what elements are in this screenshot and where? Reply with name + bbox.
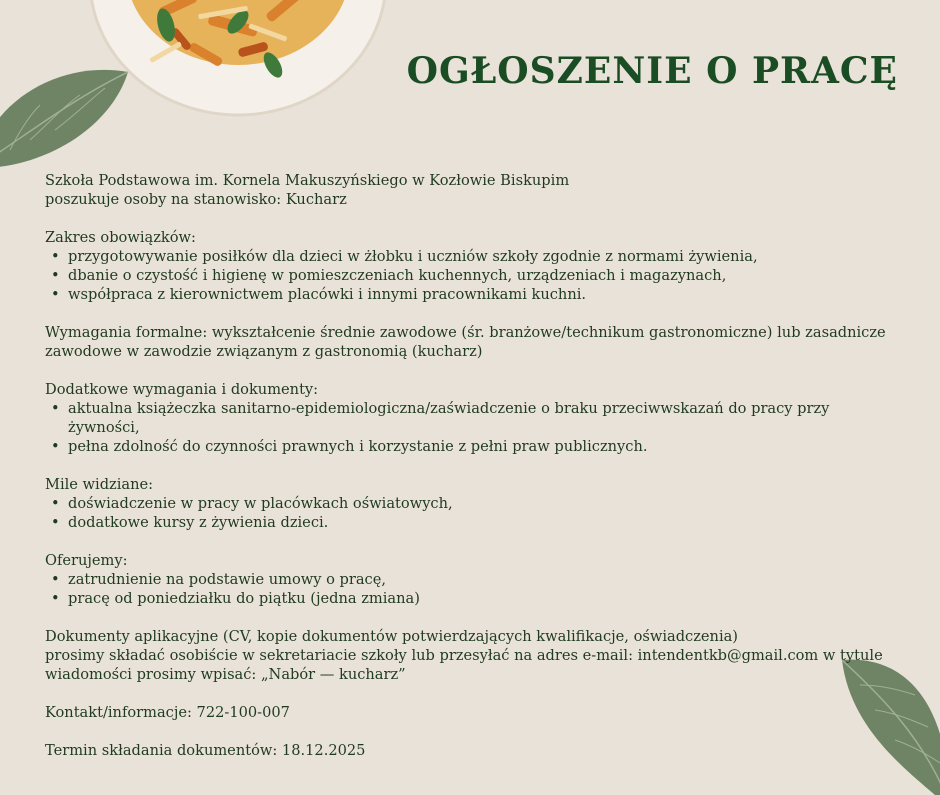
- formal-requirements: Wymagania formalne: wykształcenie średnie zawodowe (śr. branżowe/technikum gastronomiczne) lub zasadnicze: [45, 324, 886, 341]
- deadline: Termin składania dokumentów: 18.12.2025: [45, 742, 366, 759]
- list-item: • zatrudnienie na podstawie umowy o pracę,: [68, 570, 905, 589]
- list-item: • współpraca z kierownictwem placówki i innymi pracownikami kuchni.: [68, 285, 905, 304]
- page-title: OGŁOSZENIE O PRACĘ: [406, 50, 898, 92]
- application-info-title: wiadomości prosimy wpisać: „Nabór — kucharz”: [45, 666, 406, 683]
- announcement-body: [45, 171, 905, 760]
- welcome-heading: Mile widziane:: [45, 476, 154, 493]
- application-info: Dokumenty aplikacyjne (CV, kopie dokumentów potwierdzających kwalifikacje, oświadczenia): [45, 628, 739, 645]
- duties-heading: Zakres obowiązków:: [45, 229, 196, 246]
- list-item: • doświadczenie w pracy w placówkach oświatowych,: [68, 494, 905, 513]
- offer-heading: Oferujemy:: [45, 552, 128, 569]
- list-item: • dbanie o czystość i higienę w pomieszczeniach kuchennych, urządzeniach i magazynach,: [68, 266, 905, 285]
- offer-list: [45, 570, 905, 608]
- leaf-illustration-top-left: [0, 60, 130, 170]
- additional-list: [45, 399, 905, 456]
- list-item: • aktualna książeczka sanitarno-epidemiologiczna/zaświadczenie o braku przeciwwskazań do pracy przy żywności,: [68, 399, 905, 437]
- position-line: poszukuje osoby na stanowisko: Kucharz: [45, 191, 347, 208]
- school-name: Szkoła Podstawowa im. Kornela Makuszyńskiego w Kozłowie Biskupim: [45, 172, 570, 189]
- list-item: • dodatkowe kursy z żywienia dzieci.: [68, 513, 905, 532]
- application-info-cont: prosimy składać osobiście w sekretariacie szkoły lub przesyłać na adres e-mail: intendentkb@gmail.com w tytule: [45, 647, 883, 664]
- duties-list: [45, 247, 905, 304]
- food-plate-illustration: [88, 0, 388, 120]
- formal-requirements-cont: zawodowe w zawodzie związanym z gastronomią (kucharz): [45, 343, 483, 360]
- contact-info: Kontakt/informacje: 722-100-007: [45, 704, 290, 721]
- list-item: • pracę od poniedziałku do piątku (jedna zmiana): [68, 589, 905, 608]
- additional-heading: Dodatkowe wymagania i dokumenty:: [45, 381, 319, 398]
- list-item: • pełna zdolność do czynności prawnych i korzystanie z pełni praw publicznych.: [68, 437, 905, 456]
- welcome-list: [45, 494, 905, 532]
- list-item: • przygotowywanie posiłków dla dzieci w żłobku i uczniów szkoły zgodnie z normami żywienia,: [68, 247, 905, 266]
